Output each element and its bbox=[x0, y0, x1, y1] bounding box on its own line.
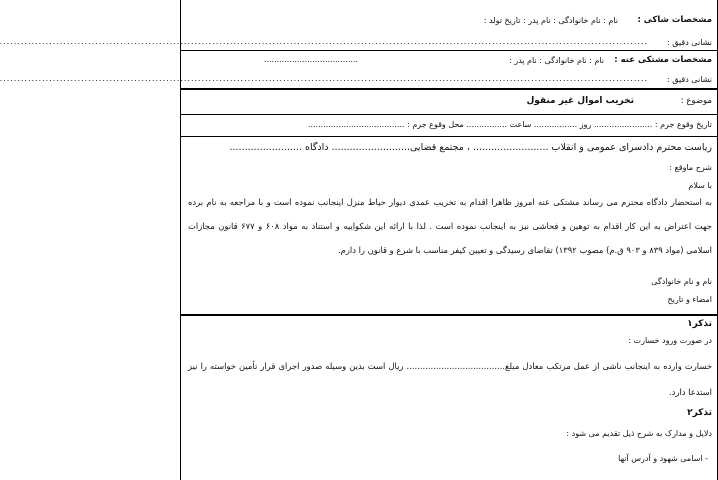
divider-5 bbox=[180, 314, 718, 316]
complainant-fields: نام : نام خانوادگی : نام پدر : تاریخ تولد : bbox=[483, 16, 618, 25]
greeting: با سلام bbox=[688, 181, 712, 190]
note1-title: تذکر۱ bbox=[687, 319, 712, 329]
frame-left-border bbox=[180, 0, 181, 480]
defendant-label: مشخصات مشتکی عنه : bbox=[614, 55, 712, 65]
complainant-address-dots: ....................................................................................................................................................................................... bbox=[0, 37, 648, 46]
note2-title: تذکر۲ bbox=[687, 408, 712, 418]
complaint-paragraph: به استحضار دادگاه محترم می رساند مشتکی عنه امروز ظاهرا اقدام به تخریب عمدی دیوار حیاط منزل اینجانب نموده است و با مراجعه به نام برده جهت اعتراض به این کار اقدام به توهین و فحاشی نیز به اینجانب نموده است . لذا با ارائه این شکواییه و استناد به مواد ۶۰۸ و ۶۷۷ قانون مجازات اسلامی (مواد ۸۳۹ و ۹۰۳ ق.م) مصوب ۱۳۹۲) تقاضای رسیدگی و تعیین کیفر مناسب با شرع و قانون را دارم. bbox=[188, 197, 712, 255]
complainant-address-label: نشانی دقیق : bbox=[667, 38, 712, 47]
name-label: نام و نام خانوادگی bbox=[651, 277, 712, 286]
addressee-line: ریاست محترم دادسرای عمومی و انقلاب ......................... ، مجتمع قضایی.......................... دادگاه ........................ bbox=[229, 142, 712, 153]
defendant-fields-dots: ..................................... bbox=[263, 55, 358, 64]
divider-2 bbox=[180, 88, 718, 90]
complainant-label: مشخصات شاکی : bbox=[637, 15, 712, 25]
note2-item1: - اسامی شهود و آدرس آنها bbox=[618, 454, 708, 463]
note1-line1: در صورت ورود خسارت : bbox=[628, 336, 712, 345]
defendant-address-dots: ....................................................................................................................................................................................... bbox=[0, 74, 648, 83]
subject-value: تخریب اموال غیر منقول bbox=[526, 96, 634, 106]
crime-info: تاریخ وقوع جرم : ....................... روز ................. ساعت ................ محل وقوع جرم : ...................................... bbox=[307, 120, 712, 129]
note1-paragraph: خسارت وارده به اینجانب ناشی از عمل مرتکب معادل مبلغ..................................... ریال است بدین وسیله صدور اجرای قرار تأمین خواسته را نیز استدعا دارد. bbox=[188, 361, 712, 397]
defendant-address-label: نشانی دقیق : bbox=[667, 75, 712, 84]
subject-label: موضوع : bbox=[680, 96, 712, 106]
note2-line1: دلایل و مدارک به شرح ذیل تقدیم می شود : bbox=[566, 429, 712, 438]
divider-4 bbox=[180, 136, 718, 137]
defendant-fields: نام : نام خانوادگی : نام پدر : bbox=[508, 56, 604, 65]
details-label: شرح ماوقع : bbox=[669, 163, 712, 172]
sign-label: امضاء و تاریخ bbox=[667, 295, 712, 304]
divider-1 bbox=[180, 50, 718, 51]
divider-3 bbox=[180, 114, 718, 115]
